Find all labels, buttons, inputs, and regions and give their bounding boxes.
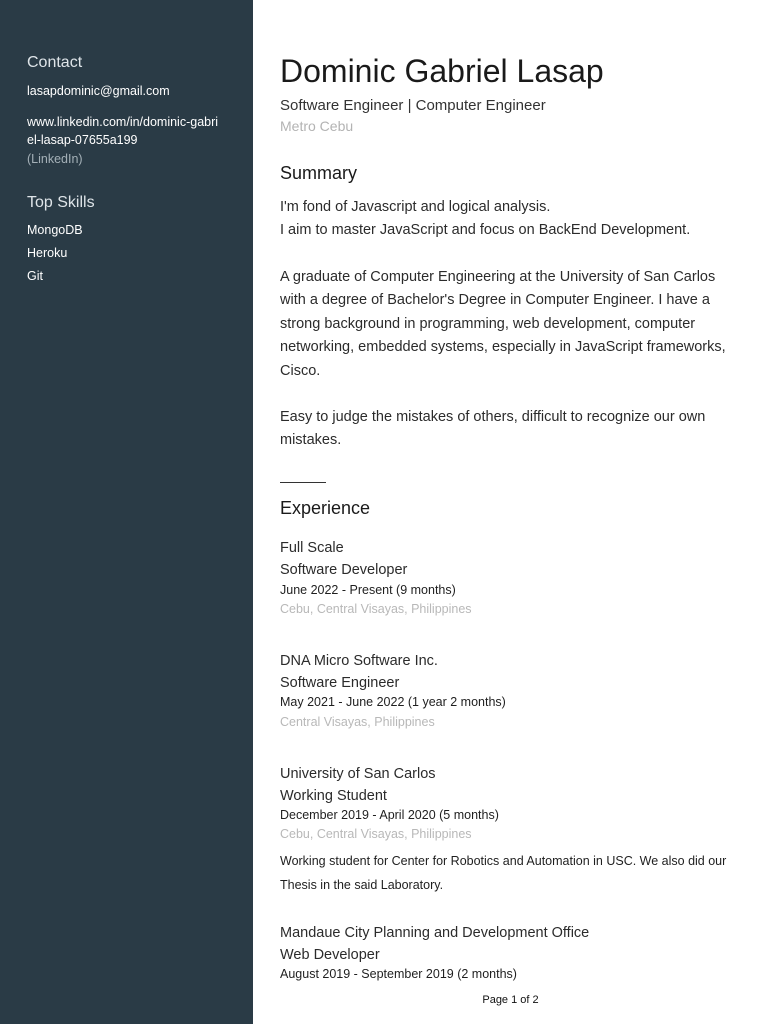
skills-heading: Top Skills — [27, 194, 95, 211]
experience-description: Working student for Center for Robotics and Automation in USC. We also did our Thesis in the said Laboratory. — [280, 854, 727, 892]
experience-title: Web Developer — [280, 947, 380, 963]
experience-dates: June 2022 - Present (9 months) — [280, 583, 456, 597]
skill-item: MongoDB — [27, 223, 83, 237]
summary-text: I'm fond of Javascript and logical analysis. I aim to master JavaScript and focus on BackEnd Development. — [280, 199, 691, 239]
experience-title: Software Developer — [280, 562, 408, 578]
experience-location: Central Visayas, Philippines — [280, 715, 435, 729]
experience-location: Cebu, Central Visayas, Philippines — [280, 602, 472, 616]
linkedin-label: (LinkedIn) — [27, 152, 83, 166]
summary-heading: Summary — [280, 163, 358, 183]
summary-paragraph — [280, 406, 732, 453]
location: Metro Cebu — [280, 118, 354, 134]
experience-heading: Experience — [280, 498, 371, 518]
skill-item: Heroku — [27, 246, 68, 260]
experience-title: Working Student — [280, 788, 387, 804]
experience-location: Cebu, Central Visayas, Philippines — [280, 827, 472, 841]
experience-dates: August 2019 - September 2019 (2 months) — [280, 967, 517, 981]
divider — [280, 482, 326, 483]
experience-company: DNA Micro Software Inc. — [280, 653, 438, 669]
summary-paragraph — [280, 266, 732, 383]
page-number: Page 1 of 2 — [482, 994, 539, 1006]
experience-company: Mandaue City Planning and Development Office — [280, 925, 590, 941]
headline: Software Engineer | Computer Engineer — [280, 97, 546, 114]
experience-dates: May 2021 - June 2022 (1 year 2 months) — [280, 695, 506, 709]
experience-dates: December 2019 - April 2020 (5 months) — [280, 808, 499, 822]
skill-item: Git — [27, 269, 43, 283]
experience-company: University of San Carlos — [280, 766, 436, 782]
sidebar — [0, 0, 253, 1024]
summary-text: Easy to judge the mistakes of others, difficult to recognize our own mistakes. — [280, 409, 706, 449]
summary-text: A graduate of Computer Engineering at the University of San Carlos with a degree of Bachelor's Degree in Computer Engineer. I have a strong background in programming, web development, computer networking, embedded systems, especially in JavaScript frameworks, Cisco. — [280, 269, 726, 379]
experience-title: Software Engineer — [280, 675, 400, 691]
experience-company: Full Scale — [280, 540, 344, 556]
contact-heading: Contact — [27, 54, 83, 71]
linkedin-link[interactable]: www.linkedin.com/in/dominic-gabriel-lasap-07655a199 — [27, 115, 219, 147]
summary-paragraph — [280, 196, 732, 243]
email-link[interactable]: lasapdominic@gmail.com — [27, 84, 170, 98]
page-title: Dominic Gabriel Lasap — [280, 53, 604, 89]
